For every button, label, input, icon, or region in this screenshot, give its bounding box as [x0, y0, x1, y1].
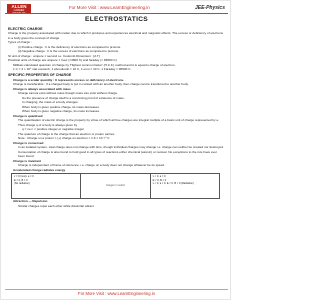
figure-text: charge in motion — [105, 184, 126, 188]
property-invariant: Charge is invariant — [13, 158, 41, 163]
property-quantised: Charge is quantised — [13, 113, 43, 118]
figure-col-accelerating — [151, 174, 219, 198]
property-conserved: Charge is conserved — [13, 140, 44, 145]
header-divider — [5, 13, 228, 14]
document-body — [8, 25, 224, 208]
section-heading-properties: SPECIFIC PROPERTIES OF CHARGE — [8, 73, 72, 77]
list-item: The quantum of charge is the charge that an electron or proton carries. — [18, 131, 115, 136]
property-scalar: Charge is a scalar quantity : It represents excess or deficiency of electrons. — [13, 77, 125, 82]
property-transferable: Charge is transferable : If a charged body is put in contact with an another body, then charge can be transferred to another body. — [13, 82, 189, 86]
list-item: Charge cannot exist without mass though mass can exist without charge. — [18, 91, 118, 95]
negative-charge-def: (ii) Negative charge : It is the excess of electrons as compared to protons. — [18, 49, 119, 53]
figure-col-rest — [12, 174, 81, 198]
unit-conversions: 1 C = 3 × 10⁹ stat coulomb, 1 abcoulomb = 10 C, 1 emu = 10 C, 1 Faraday = 96500 C. — [13, 67, 132, 71]
list-item: In an isolated system, total charge does not change with time, though individual charges may change i.e. charge can neither be created nor destroyed. Conservation of charge is also found to hold good in all types of reactions either chemical (atomic) or nuclear. No exceptions to the rule have ever been found. — [18, 145, 224, 158]
attraction-text: Similar charges repel each other while dissimilar attract — [18, 203, 94, 208]
types-label: Types of charge : — [8, 40, 32, 44]
page-title: ELECTROSTATICS — [85, 16, 148, 23]
list-item: Charge is independent of frame of reference. i.e. charge on a body does not change whatever be its speed. — [18, 163, 165, 167]
figure-col-motion — [81, 174, 150, 198]
list-item: When body is given positive charge, its mass decreases. — [22, 104, 100, 109]
logo-subtext: CAREER — [13, 9, 25, 12]
property-mass: Charge is always associated with mass — [13, 86, 71, 91]
list-item: So the presence of charge itself is a convincing proof of existence of mass. — [22, 95, 125, 100]
allen-logo — [7, 4, 31, 13]
list-item: When body is given negative charge, its mass increases. — [22, 109, 100, 113]
figure-text: v = 0 (rest), a = 0 — [14, 175, 34, 178]
footer-divider — [5, 289, 228, 290]
figure-text: v ≠ 0, a = 0 — [152, 175, 166, 178]
millikan-note: Millikan calculated quantum of charge by 'Highest common factor' (H.C.F.) method and it is equal to charge of electron. — [13, 62, 176, 67]
charge-motion-figure — [11, 173, 220, 199]
logo-text: ALLEN — [11, 4, 27, 9]
positive-charge-def: (i) Positive charge : It is the deficiency of electrons as compared to protons. — [18, 44, 122, 49]
figure-text: E ≠ 0, B = 0 — [14, 178, 28, 182]
figure-text: v ≠ 0, a ≠ 0, E ≠ 0, B ≠ 0 (Radiation) — [152, 182, 194, 186]
list-item: The quantisation of electric charge is the property by virtue of which all free charges are integral multiple of a basic unit of charge represented by e. Thus charge q of a body is always given by — [18, 118, 220, 127]
footer-site-link[interactable]: For More Visit : www.LearnEngineering.in — [78, 291, 155, 296]
subject-label: JEE-Physics — [194, 5, 225, 11]
property-radiates: Accelerated charge radiates energy — [13, 167, 66, 172]
header-site-link[interactable]: For More Visit : www.LearnEngineering.in — [69, 5, 150, 10]
note-proton-charge: Note : Charge on a proton = (+) charge on electron = 1.6 × 10⁻¹⁹ C — [18, 136, 110, 140]
section-heading-electric-charge: ELECTRIC CHARGE — [8, 26, 43, 31]
practical-units: Practical units of charge are ampere × hour (=3600 C) and faraday (= 96500 C) — [8, 58, 117, 62]
figure-text: E ≠ 0, B ≠ 0 — [152, 178, 167, 182]
figure-text: (No radiation) — [14, 182, 30, 186]
paragraph-intro: Charge is the property associated with matter due to which it produces and experiences electrical and magnetic effects. The excess or deficiency of electrons in a body gives the concept of charge. — [8, 31, 224, 40]
quantisation-equation: q = ne n = positive integer or negative integer — [22, 127, 85, 131]
list-item: In charging, the mass of a body changes. — [22, 100, 79, 104]
attraction-heading: Attraction — Repulsion — [13, 199, 48, 203]
si-unit: SI unit of charge : ampere × second i.e. Coulomb Dimension : [A T] — [8, 53, 100, 58]
